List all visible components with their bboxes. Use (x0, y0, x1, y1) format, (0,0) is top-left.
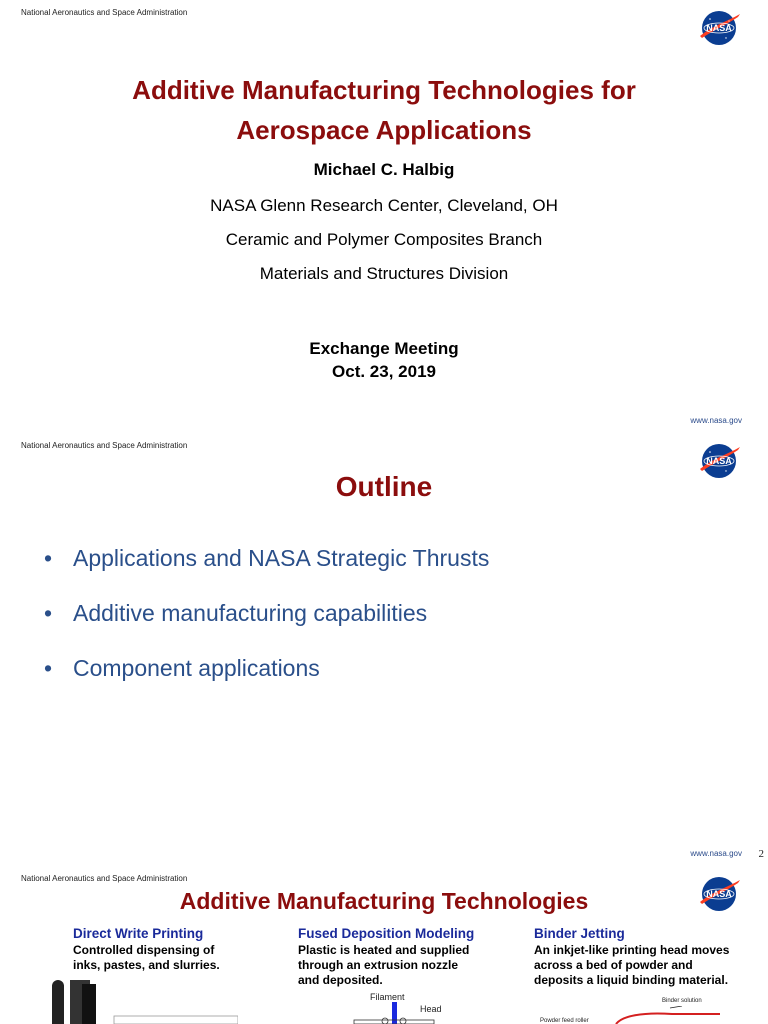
slide-title (0, 0, 768, 433)
binder-jetting-column (534, 926, 754, 988)
affiliation-branch: Ceramic and Polymer Composites Branch (225, 230, 543, 249)
logo-text: NASA (706, 23, 732, 33)
bullet-icon: • (44, 545, 53, 571)
list-item: • Applications and NASA Strategic Thrusts (44, 545, 490, 571)
fdm-column (298, 926, 518, 988)
affiliation-center: NASA Glenn Research Center, Cleveland, OH (210, 196, 558, 215)
column-description: Plastic is heated and supplied through an extrusion nozzle and deposited. (298, 943, 470, 987)
powder-feed-roller-label: Powder feed roller (540, 1018, 589, 1024)
column-description: Controlled dispensing of inks, pastes, and slurries. (73, 943, 220, 972)
agency-name: National Aeronautics and Space Administration (21, 874, 188, 883)
bullet-icon: • (44, 600, 53, 626)
column-heading: Binder Jetting (534, 926, 625, 941)
direct-write-printer-illustration (48, 980, 238, 1024)
footer-url-link[interactable]: www.nasa.gov (690, 416, 742, 425)
affiliation-division: Materials and Structures Division (259, 264, 509, 283)
slide-outline (0, 433, 768, 866)
outline-list (44, 545, 489, 710)
fdm-head-illustration (352, 1002, 436, 1024)
footer-url-link[interactable]: www.nasa.gov (690, 849, 742, 858)
bullet-icon: • (44, 655, 53, 681)
list-item: • Additive manufacturing capabilities (44, 600, 428, 626)
head-label: Head (420, 1004, 442, 1014)
meeting-date: Oct. 23, 2019 (332, 362, 436, 381)
page-number: 2 (758, 848, 764, 860)
author-name: Michael C. Halbig (313, 160, 455, 179)
list-item: • Component applications (44, 655, 320, 681)
binder-jetting-illustration (612, 1006, 722, 1024)
slide-am-technologies (0, 866, 768, 1024)
logo-text: NASA (706, 456, 732, 466)
agency-name: National Aeronautics and Space Administration (21, 8, 188, 17)
slide3-title: Additive Manufacturing Technologies (179, 888, 589, 914)
direct-write-column (73, 926, 293, 973)
slide1-title (0, 70, 768, 150)
logo-text: NASA (706, 889, 732, 899)
column-heading: Fused Deposition Modeling (298, 926, 475, 941)
meeting-name: Exchange Meeting (309, 339, 459, 358)
filament-label: Filament (370, 992, 405, 1002)
title-line-1: Additive Manufacturing Technologies for (132, 75, 636, 105)
title-line-2: Aerospace Applications (236, 115, 532, 145)
nasa-logo-icon (696, 8, 742, 48)
binder-solution-label: Binder solution (662, 998, 702, 1004)
slide2-title: Outline (335, 471, 433, 502)
column-heading: Direct Write Printing (73, 926, 204, 941)
agency-name: National Aeronautics and Space Administration (21, 441, 188, 450)
column-description: An inkjet-like printing head moves across a bed of powder and deposits a liquid binding material. (534, 943, 730, 987)
